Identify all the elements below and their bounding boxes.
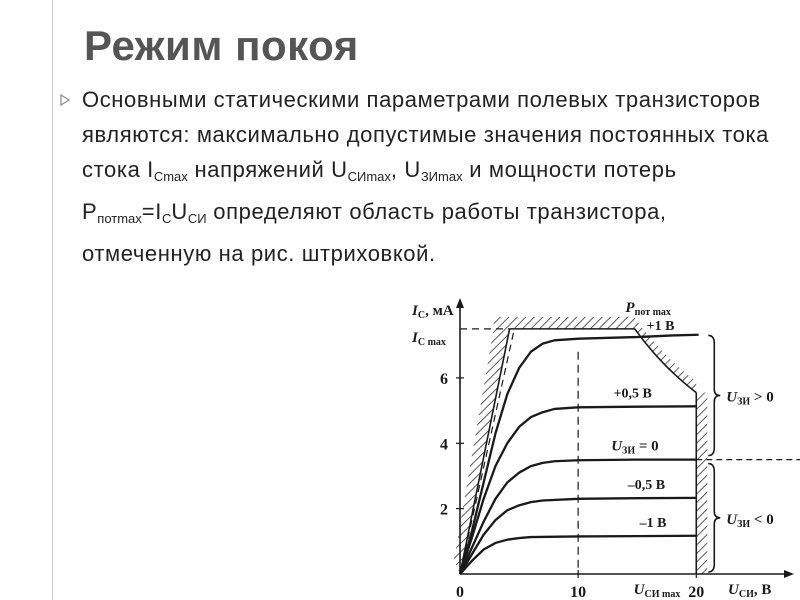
slide-title: Режим покоя — [84, 22, 359, 69]
x-tick-label: 0 — [456, 584, 464, 600]
paragraph-text — [82, 82, 788, 271]
usi-max-hatch — [696, 393, 707, 574]
upper-gate-brace — [708, 335, 720, 455]
lower-gate-brace — [708, 464, 720, 572]
text-run: =I — [141, 199, 162, 224]
ic-max-hatch — [494, 317, 635, 329]
text-run: U — [171, 199, 188, 224]
text-run: определяют область работы транзистора, отмеченную на рис. штриховкой. — [82, 199, 667, 266]
transistor-output-characteristics-chart — [402, 296, 800, 600]
subscript-c: C — [161, 211, 172, 226]
ic-max-label: $I_{C max}$ — [412, 330, 446, 348]
y-axis-label: $I_C$, мА — [412, 303, 454, 321]
text-run: Основными статическими параметрами полевых транзисторов являются: максимально допустимые значения постоянных тока стока I — [82, 87, 770, 182]
slide-side-rule — [52, 0, 53, 600]
y-axis-arrow — [456, 298, 464, 308]
subscript-p-max: потmax — [97, 211, 142, 226]
y-tick-label: 2 — [440, 501, 448, 519]
curve-label-plus-1v: +1 В — [646, 318, 675, 334]
y-tick-label: 4 — [440, 436, 448, 454]
usi-max-label: $U_{СИ max}$ — [633, 582, 681, 600]
text-run: и мощности потерь P — [82, 157, 677, 224]
subscript-si: СИ — [187, 211, 207, 226]
subscript-uzi-max: ЗИmax — [420, 169, 463, 184]
dashed-boundary-line — [460, 329, 514, 574]
x-tick-label: 10 — [570, 584, 587, 600]
curve-label-plus-0-5v: +0,5 В — [613, 386, 652, 402]
subscript-ic-max: Cmax — [153, 169, 188, 184]
x-axis-label: $U_{СИ}$, В — [728, 582, 772, 600]
brace-label-lower: $U_{ЗИ} < 0$ — [726, 511, 774, 530]
curve-label-minus-1v: –1 В — [639, 515, 667, 531]
text-run: напряжений U — [187, 157, 348, 182]
hollow-arrow-bullet-icon — [58, 93, 72, 107]
x-tick-label: 20 — [688, 584, 705, 600]
brace-label-upper: $U_{ЗИ} > 0$ — [726, 389, 774, 408]
text-run: , U — [390, 157, 421, 182]
curve-label-zero: $U_{ЗИ} = 0$ — [611, 438, 659, 457]
p-max-label: $P_{пот max}$ — [625, 300, 671, 318]
curve-label-minus-0-5v: –0,5 В — [627, 477, 666, 493]
subscript-usi-max: СИmax — [347, 169, 391, 184]
chart-svg — [402, 296, 800, 600]
x-axis-arrow — [784, 570, 794, 578]
bullet-paragraph — [58, 82, 788, 271]
y-tick-label: 6 — [440, 370, 448, 388]
